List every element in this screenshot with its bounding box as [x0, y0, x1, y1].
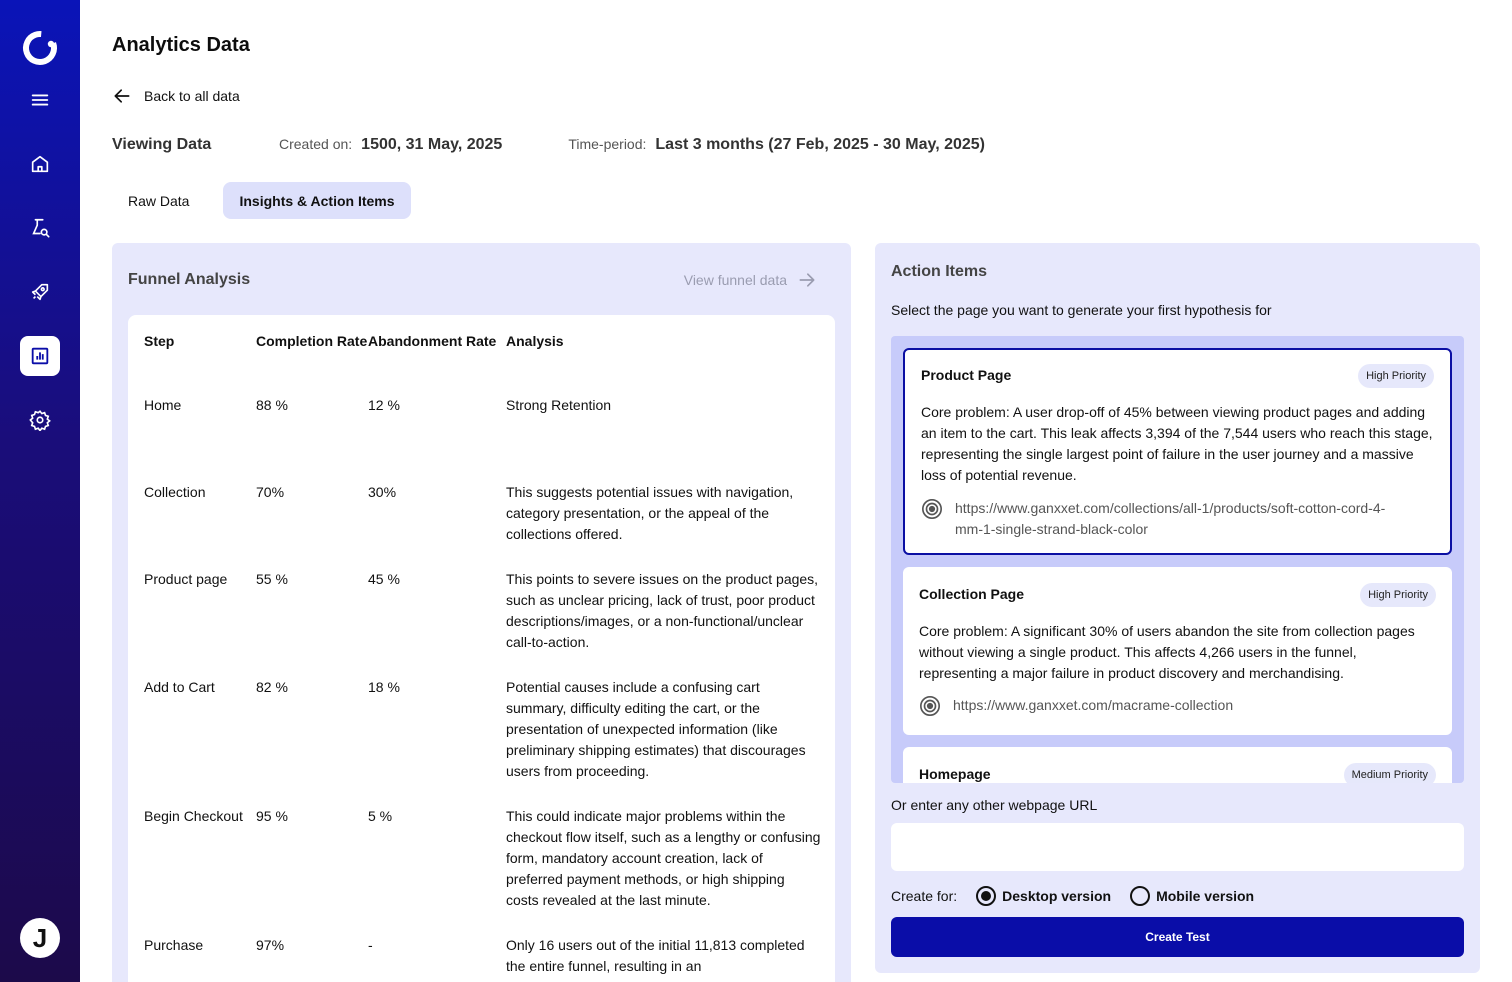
page-card-homepage[interactable] — [903, 747, 1452, 783]
cell-abandonment: - — [368, 937, 373, 953]
cell-completion: 97% — [256, 937, 285, 953]
period-label: Time-period: — [568, 136, 647, 152]
cell-abandonment: 18 % — [368, 679, 400, 695]
tabs — [112, 182, 411, 219]
menu-icon[interactable] — [20, 80, 60, 120]
radio-unselected-icon — [1130, 886, 1150, 906]
cell-analysis: This suggests potential issues with navigation, category presentation, or the appeal of the collections offered. — [506, 484, 794, 542]
sidebar — [0, 0, 80, 982]
card-url-text: https://www.ganxxet.com/collections/all-1/products/soft-cotton-cord-4-mm-1-single-strand-black-color — [955, 500, 1386, 537]
view-funnel-label: View funnel data — [683, 272, 787, 288]
col-step: Step — [144, 333, 175, 349]
card-body: Core problem: A user drop-off of 45% between viewing product pages and adding an item to the cart. This leak affects 3,394 of the 7,544 users who reach this stage, representing the single largest point of failure in the user journey and a massive loss of potential revenue. — [921, 404, 1433, 483]
avatar[interactable]: J — [20, 918, 60, 958]
settings-icon[interactable] — [20, 400, 60, 440]
analytics-icon[interactable] — [20, 336, 60, 376]
cell-abandonment: 12 % — [368, 397, 400, 413]
meta-row — [112, 136, 985, 158]
cell-completion: 82 % — [256, 679, 288, 695]
page-card-product[interactable] — [903, 348, 1452, 555]
page-cards-list[interactable] — [891, 336, 1464, 783]
cell-completion: 88 % — [256, 397, 288, 413]
created-value: 1500, 31 May, 2025 — [361, 136, 503, 153]
card-title: Collection Page — [919, 586, 1025, 602]
other-url-label: Or enter any other webpage URL — [891, 797, 1098, 813]
action-items-subtitle: Select the page you want to generate your first hypothesis for — [891, 302, 1272, 318]
funnel-title: Funnel Analysis — [128, 271, 251, 288]
col-completion: Completion Rate — [256, 333, 368, 349]
rocket-icon[interactable] — [20, 272, 60, 312]
card-title: Homepage — [919, 766, 991, 782]
cell-step: Add to Cart — [144, 679, 215, 695]
cell-step: Product page — [144, 571, 228, 587]
back-link-label: Back to all data — [144, 88, 240, 104]
create-test-button[interactable]: Create Test — [891, 917, 1464, 957]
mobile-label: Mobile version — [1156, 888, 1255, 904]
cell-analysis: This could indicate major problems within the checkout flow itself, such as a lengthy or confusing form, mandatory account creation, lack of preferred payment methods, or high shipping costs revealed at the last minute. — [506, 808, 821, 908]
cell-completion: 55 % — [256, 571, 288, 587]
action-panel — [875, 243, 1480, 973]
cell-abandonment: 30% — [368, 484, 397, 500]
arrow-right-icon — [797, 270, 817, 290]
cell-step: Purchase — [144, 937, 204, 953]
cell-abandonment: 45 % — [368, 571, 400, 587]
priority-badge: High Priority — [1360, 583, 1436, 607]
page-title: Analytics Data — [112, 34, 250, 56]
created-label: Created on: — [279, 136, 353, 152]
priority-badge: Medium Priority — [1344, 763, 1436, 783]
card-url — [921, 498, 1410, 540]
target-icon — [921, 498, 943, 520]
desktop-radio[interactable] — [976, 886, 1111, 906]
table-row — [144, 935, 821, 977]
page-card-collection[interactable] — [903, 567, 1452, 735]
table-row — [144, 395, 821, 416]
cell-step: Home — [144, 397, 182, 413]
table-row — [144, 806, 821, 911]
table-header — [144, 331, 821, 352]
url-input[interactable] — [891, 823, 1464, 871]
logo-icon[interactable] — [20, 28, 60, 68]
cell-completion: 70% — [256, 484, 285, 500]
cell-step: Collection — [144, 484, 206, 500]
cell-analysis: This points to severe issues on the product pages, such as unclear pricing, lack of trust, poor product descriptions/images, or a non-functional/unclear call-to-action. — [506, 571, 819, 650]
cell-completion: 95 % — [256, 808, 288, 824]
radio-selected-icon — [976, 886, 996, 906]
cell-step: Begin Checkout — [144, 808, 243, 824]
viewing-data-heading: Viewing Data — [112, 136, 212, 153]
create-for-label: Create for: — [891, 888, 958, 904]
card-title: Product Page — [921, 367, 1012, 383]
funnel-panel — [112, 243, 851, 982]
view-funnel-link[interactable] — [684, 270, 817, 290]
target-icon — [919, 695, 941, 717]
cell-analysis: Strong Retention — [506, 397, 612, 413]
tab-raw-data[interactable]: Raw Data — [128, 192, 190, 209]
priority-badge: High Priority — [1358, 364, 1434, 388]
cell-analysis: Potential causes include a confusing cart summary, difficulty editing the cart, or the presentation of unexpected information (like preliminary shipping estimates) that discourages users from proceeding. — [506, 679, 806, 779]
col-analysis: Analysis — [506, 333, 564, 349]
desktop-label: Desktop version — [1002, 888, 1112, 904]
card-url-text: https://www.ganxxet.com/macrame-collection — [953, 697, 1234, 713]
card-body: Core problem: A significant 30% of users abandon the site from collection pages without viewing a single product. This affects 4,266 users in the funnel, representing a major failure in product discovery and merchandising. — [919, 623, 1415, 681]
mobile-radio[interactable] — [1130, 886, 1254, 906]
table-row — [144, 482, 821, 545]
tab-insights[interactable]: Insights & Action Items — [223, 182, 410, 219]
create-for-group — [891, 884, 1273, 908]
table-row — [144, 569, 821, 653]
research-icon[interactable] — [20, 208, 60, 248]
col-abandonment: Abandonment Rate — [368, 333, 497, 349]
card-url — [919, 695, 1412, 717]
action-items-title: Action Items — [891, 263, 988, 280]
back-link[interactable] — [112, 86, 240, 106]
table-row — [144, 677, 821, 782]
cell-analysis: Only 16 users out of the initial 11,813 completed the entire funnel, resulting in an — [506, 937, 805, 974]
funnel-table — [128, 315, 835, 982]
period-value: Last 3 months (27 Feb, 2025 - 30 May, 2025) — [655, 136, 986, 153]
home-icon[interactable] — [20, 144, 60, 184]
arrow-left-icon — [112, 86, 132, 106]
cell-abandonment: 5 % — [368, 808, 393, 824]
